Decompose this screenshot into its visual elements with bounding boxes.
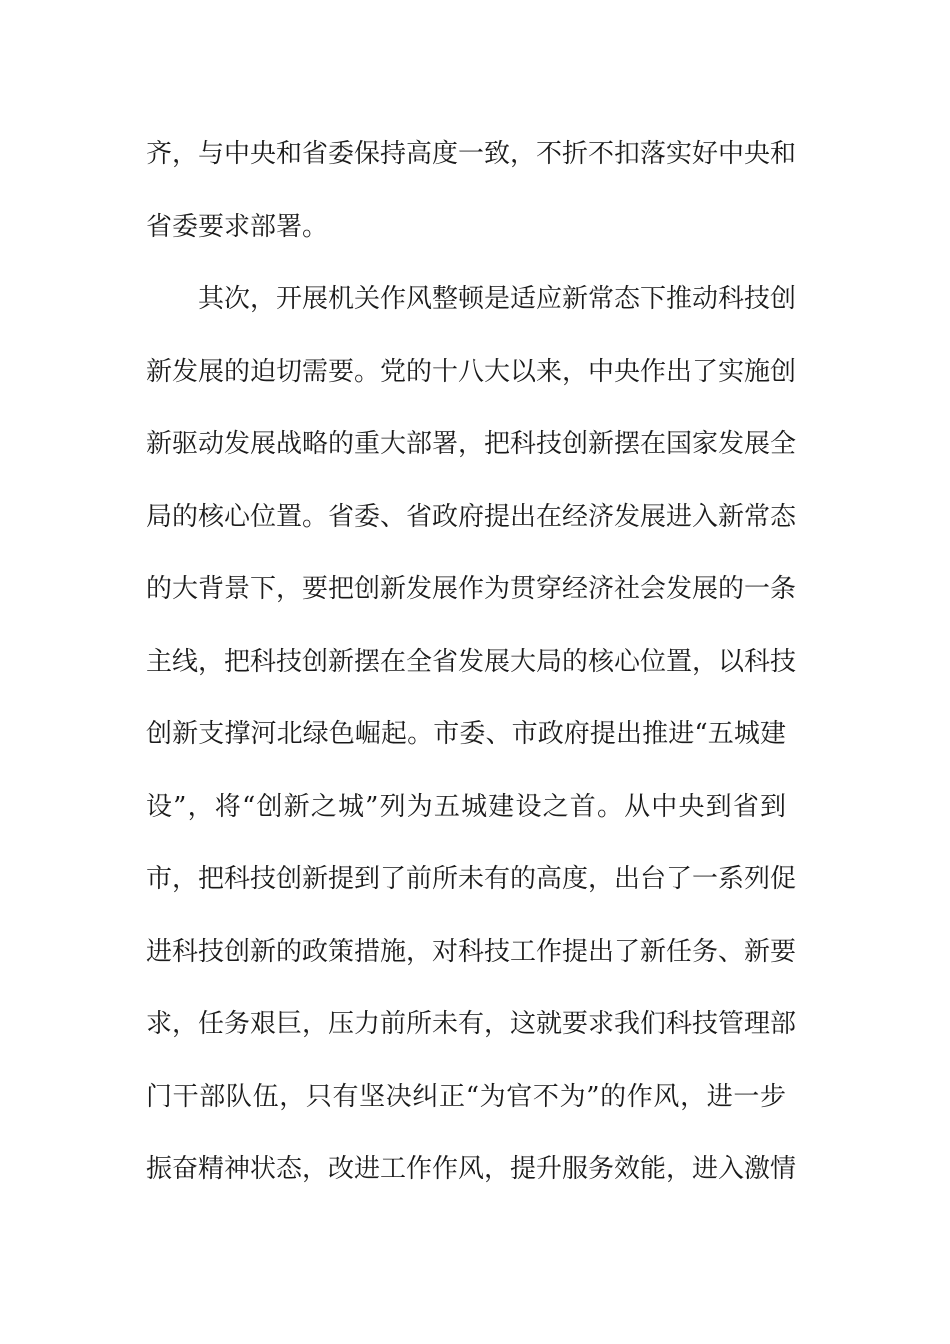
text-line: 齐，与中央和省委保持高度一致，不折不扣落实好中央和 — [146, 139, 797, 169]
text-line: 求，任务艰巨，压力前所未有，这就要求我们科技管理部 — [146, 1009, 797, 1039]
text-line: 局的核心位置。省委、省政府提出在经济发展进入新常态 — [146, 501, 797, 532]
text-line: 市，把科技创新提到了前所未有的高度，出台了一系列促 — [146, 864, 797, 894]
text-line: 主线，把科技创新摆在全省发展大局的核心位置，以科技 — [146, 646, 797, 677]
text-line: 省委要求部署。 — [146, 211, 329, 242]
text-line: 振奋精神状态，改进工作作风，提升服务效能，进入激情 — [146, 1154, 797, 1184]
text-line: 进科技创新的政策措施，对科技工作提出了新任务、新要 — [146, 936, 797, 967]
text-line: 新发展的迫切需要。党的十八大以来，中央作出了实施创 — [146, 356, 797, 387]
text-line: 的大背景下，要把创新发展作为贯穿经济社会发展的一条 — [146, 574, 797, 604]
text-line: 新驱动发展战略的重大部署，把科技创新摆在国家发展全 — [146, 429, 797, 459]
body-text — [146, 130, 797, 1218]
text-line: 创新支撑河北绿色崛起。市委、市政府提出推进“五城建 — [146, 719, 786, 749]
text-line: 设”，将“创新之城”列为五城建设之首。从中央到省到 — [146, 791, 786, 822]
paragraph-first-line: 其次，开展机关作风整顿是适应新常态下推动科技创 — [198, 284, 797, 314]
text-line: 门干部队伍，只有坚决纠正“为官不为”的作风，进一步 — [146, 1081, 786, 1112]
